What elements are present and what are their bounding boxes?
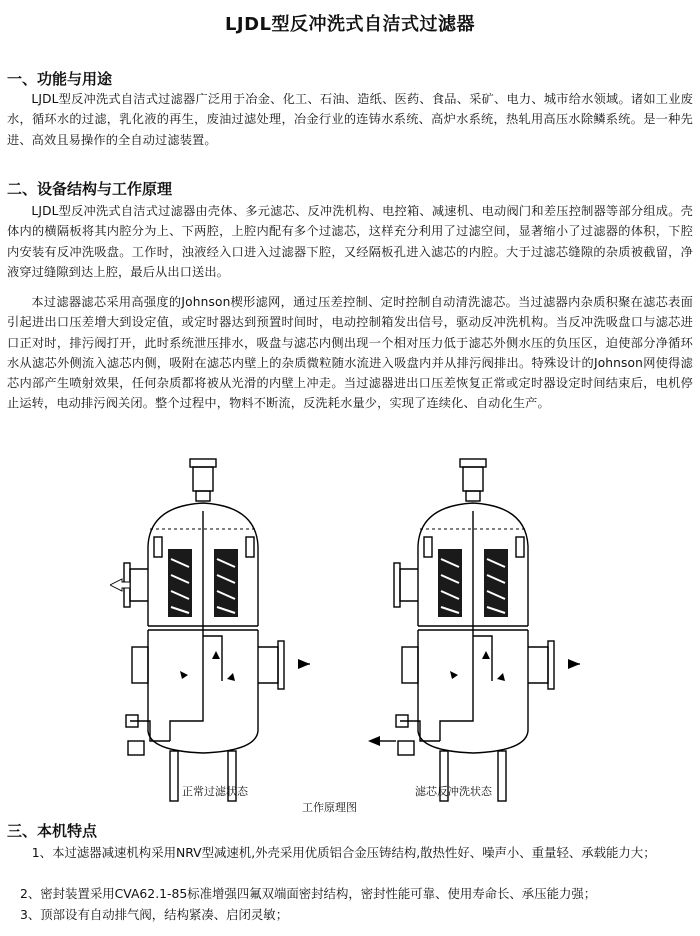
- feature-item-2: 2、密封装置采用CVA62.1-85标准增强四氟双端面密封结构，密封性能可靠、使用寿命长、承压能力强；: [20, 886, 597, 901]
- figure-caption: 工作原理图: [302, 801, 357, 814]
- caption-backwash-state: 滤芯反冲洗状态: [415, 785, 492, 798]
- paragraph-function: LJDL型反冲洗式自洁式过滤器广泛用于冶金、化工、石油、造纸、医药、食品、采矿、电力、城市给水领域。诸如工业废水，循环水的过滤，乳化液的再生，废油过滤处理，冶金行业的连铸水系统、高炉水系统，热轧用高压水除鳞系统。是一种先进、高效且易操作的全自动过滤装置。: [7, 92, 693, 147]
- paragraph-structure: LJDL型反冲洗式自洁式过滤器由壳体、多元滤芯、反冲洗机构、电控箱、减速机、电动阀门和差压控制器等部分组成。壳体内的横隔板将其内腔分为上、下两腔，上腔内配有多个过滤芯，这样充分利用了过滤空间，显著缩小了过滤器的体积，下腔内安装有反冲洗吸盘。工作时，浊液经入口进入过滤器下腔，又经隔板孔进入滤芯的内腔。大于过滤芯缝隙的杂质被截留，净液穿过缝隙到达上腔，最后从出口送出。: [7, 204, 693, 279]
- page-title: LJDL型反冲洗式自洁式过滤器: [224, 14, 476, 35]
- paragraph-principle: 本过滤器滤芯采用高强度的Johnson楔形滤网，通过压差控制、定时控制自动清洗滤芯。当过滤器内杂质积聚在滤芯表面引起进出口压差增大到设定值，或定时器达到预置时间时，电动控制箱发出信号，驱动反冲洗机构。当反冲洗吸盘口与滤芯进口正对时，排污阀打开，此时系统泄压排水，吸盘与滤芯内侧出现一个相对压力低于滤芯外侧水压的负压区，迫使部分净循环水从滤芯外侧流入滤芯内侧，吸附在滤芯内壁上的杂质微粒随水流进入吸盘内并从排污阀排出。特殊设计的Johnson网使得滤芯内部产生喷射效果，任何杂质都将被从光滑的内壁上冲走。当过滤器进出口压差恢复正常或定时器设定时间结束后，电机停止运转，电动排污阀关闭。整个过程中，物料不断流，反洗耗水量少，实现了连续化、自动化生产。: [7, 295, 693, 411]
- filter-normal-state: [110, 459, 310, 801]
- caption-normal-state: 正常过滤状态: [182, 785, 248, 798]
- working-principle-diagram: [110, 451, 600, 806]
- section-heading-features: 三、本机特点: [7, 822, 98, 840]
- feature-item-3: 3、顶部设有自动排气阀，结构紧凑、启闭灵敏；: [20, 907, 289, 922]
- filter-backwash-state: [368, 459, 580, 801]
- feature-item-1: 1、本过滤器减速机构采用NRV型减速机,外壳采用优质铝合金压铸结构,散热性好、噪声小、重量轻、承载能力大；: [31, 845, 656, 860]
- section-heading-structure: 二、设备结构与工作原理: [7, 180, 173, 198]
- section-heading-function: 一、功能与用途: [7, 70, 113, 88]
